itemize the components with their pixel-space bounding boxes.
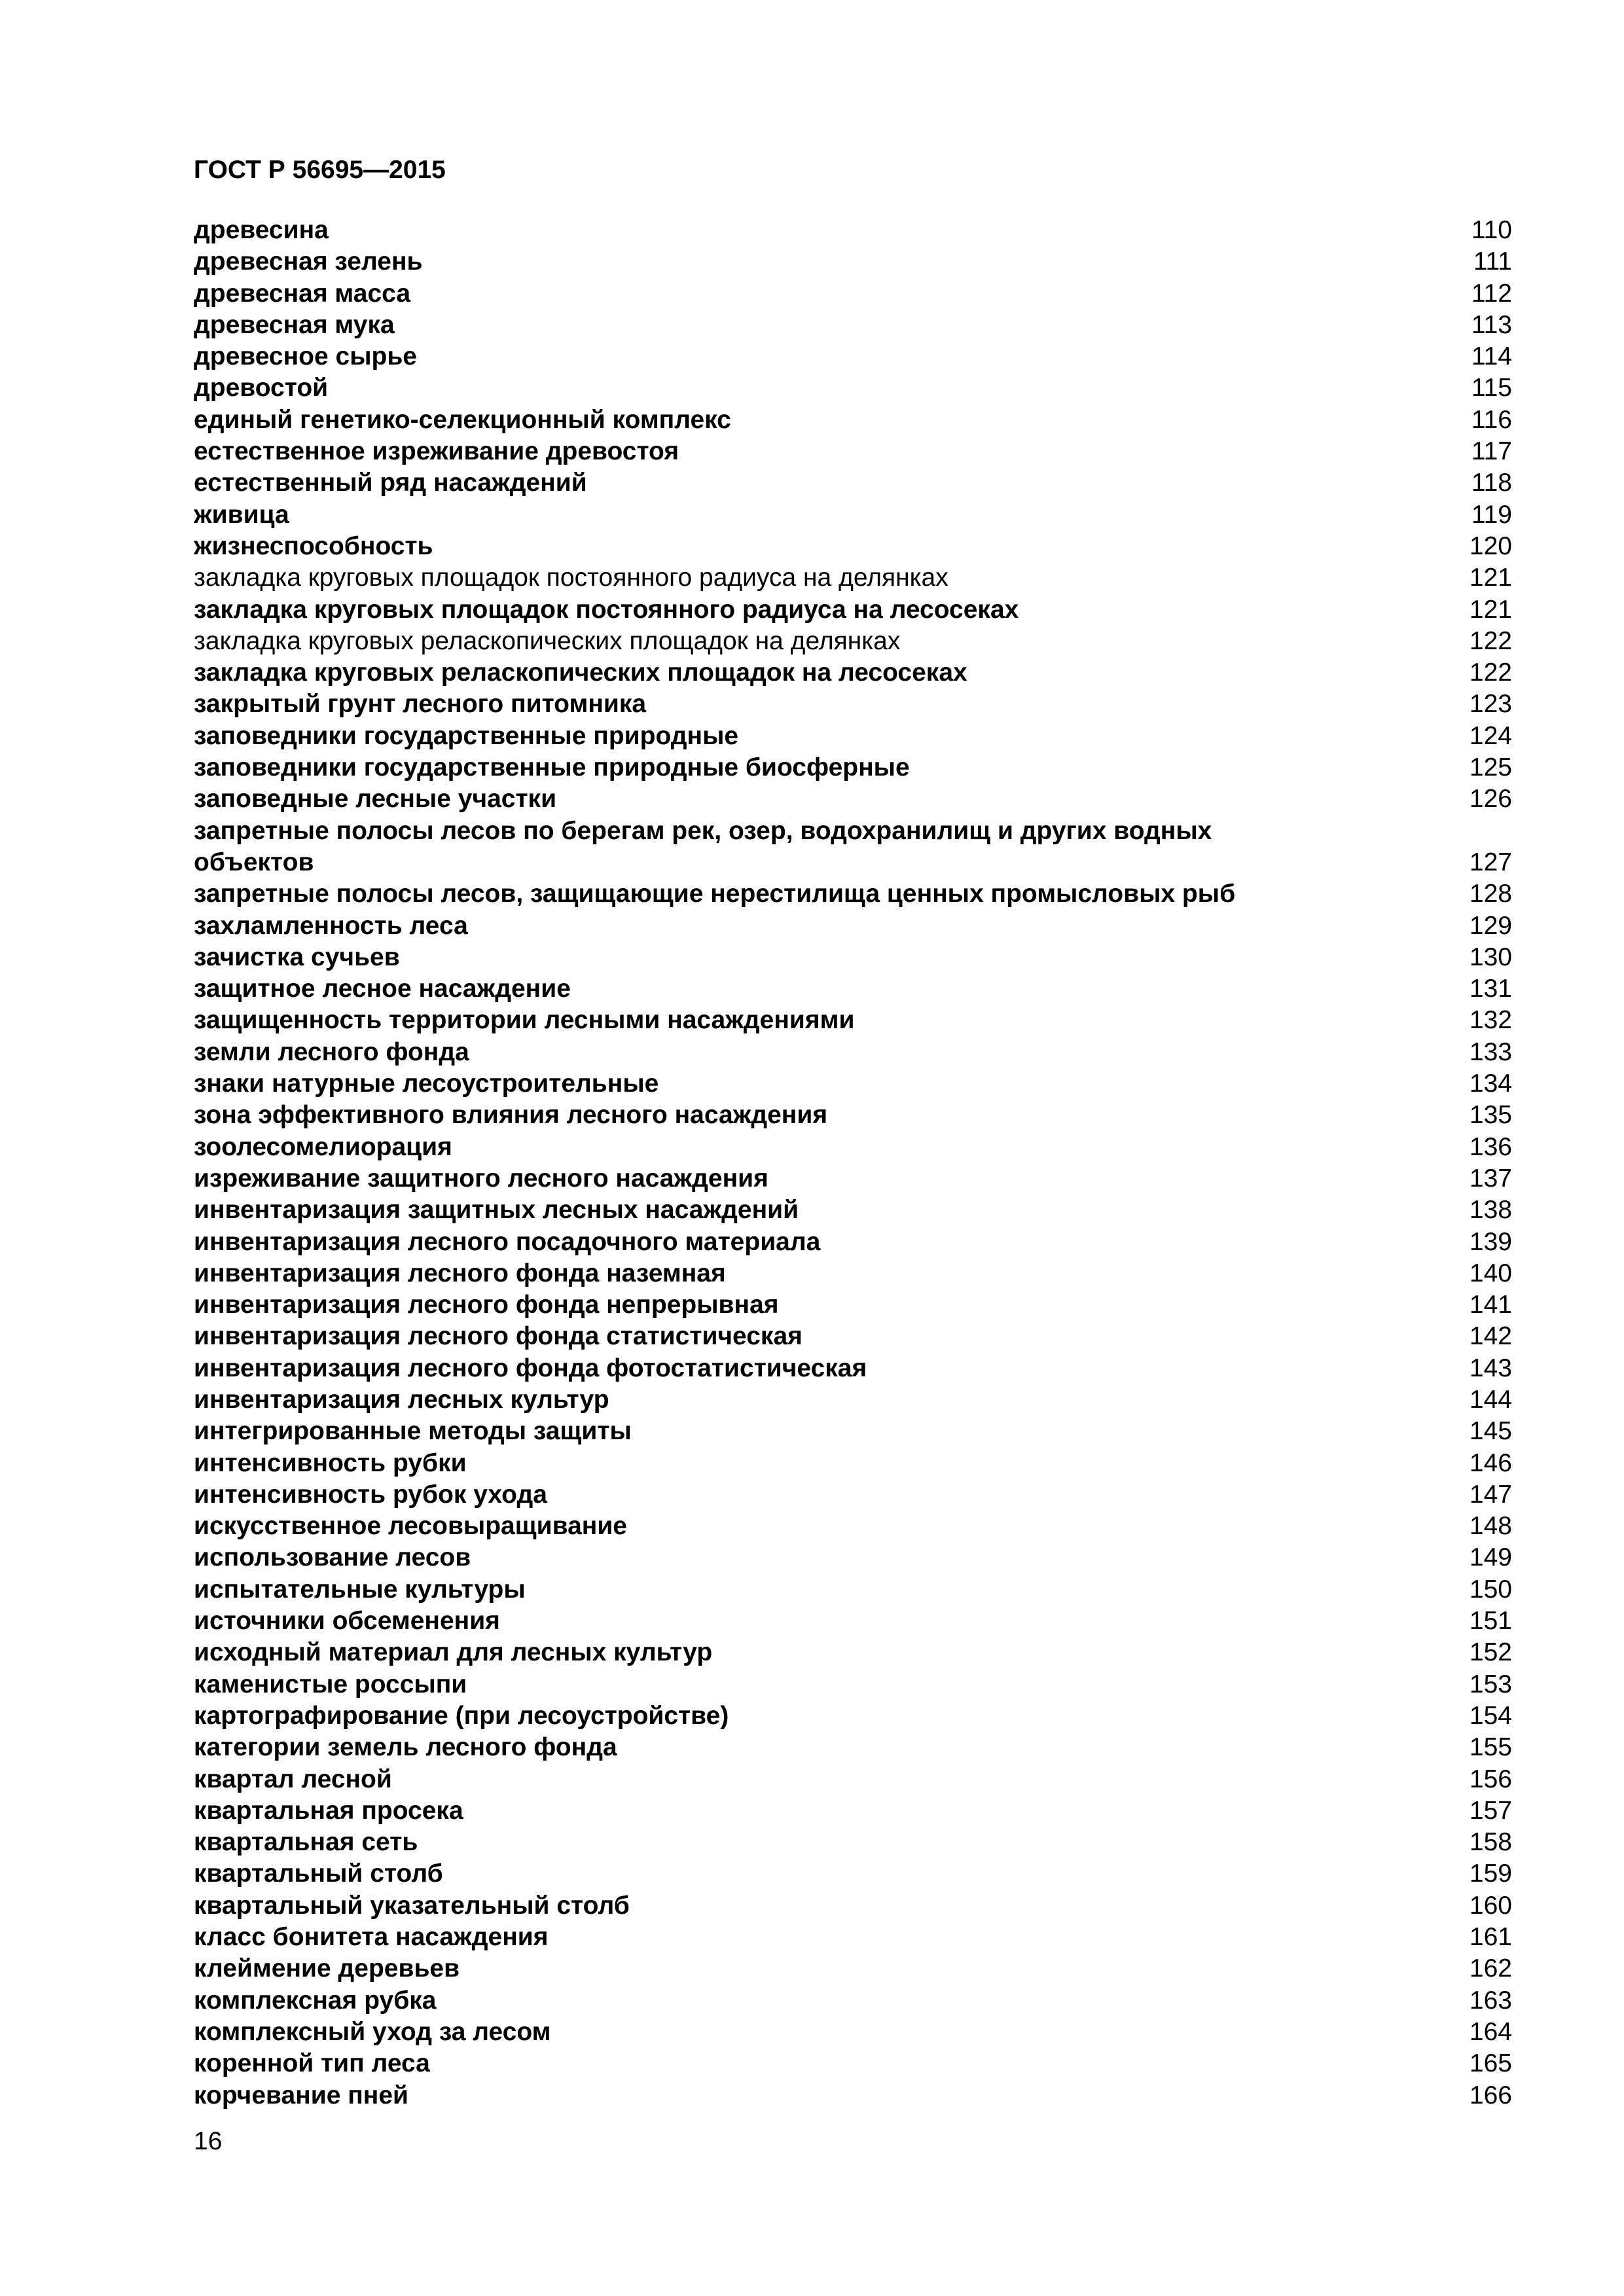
index-entry: [194, 594, 1512, 626]
index-entry: [194, 436, 1512, 467]
index-entry: [194, 1669, 1512, 1700]
index-term: исходный материал для лесных культур: [194, 1638, 713, 1667]
index-term: закладка круговых площадок постоянного радиуса на лесосеках: [194, 595, 1019, 624]
index-term-number: 141: [1469, 1291, 1512, 1319]
index-term-number: 116: [1471, 405, 1512, 434]
index-term: заповедники государственные природные: [194, 721, 739, 750]
index-term: защищенность территории лесными насаждениями: [194, 1006, 855, 1035]
index-entry: [194, 246, 1512, 278]
index-entry: [194, 1227, 1512, 1258]
index-entry: [194, 1100, 1512, 1131]
index-term: искусственное лесовыращивание: [194, 1512, 627, 1541]
index-term: зона эффективного влияния лесного насаждения: [194, 1101, 828, 1130]
index-term: испытательные культуры: [194, 1575, 526, 1604]
index-term: защитное лесное насаждение: [194, 975, 571, 1003]
index-term-number: 130: [1469, 942, 1512, 971]
index-term-number: 153: [1469, 1670, 1512, 1698]
index-term: категории земель лесного фонда: [194, 1733, 617, 1762]
index-entry: [194, 1605, 1512, 1637]
index-term-number: 142: [1469, 1322, 1512, 1351]
index-term-number: 119: [1471, 500, 1512, 529]
index-term-number: 120: [1469, 531, 1512, 560]
index-entry: [194, 531, 1512, 562]
index-term: интенсивность рубок ухода: [194, 1480, 547, 1509]
index-term: класс бонитета насаждения: [194, 1923, 549, 1952]
index-entry: [194, 626, 1512, 657]
index-term-number: 121: [1469, 595, 1512, 624]
index-term: инвентаризация лесного фонда статистическая: [194, 1322, 803, 1351]
index-term-number: 112: [1471, 279, 1512, 308]
index-term: естественный ряд насаждений: [194, 469, 587, 497]
index-term-number: 125: [1469, 753, 1512, 782]
index-entry: [194, 1163, 1512, 1194]
index-term: закладка круговых площадок постоянного радиуса на делянках: [194, 564, 948, 592]
index-term: запретные полосы лесов по берегам рек, озер, водохранилищ и других водных объектов: [194, 816, 1212, 876]
index-entry: [194, 1574, 1512, 1605]
index-term: квартальный столб: [194, 1859, 443, 1888]
index-term-number: 165: [1469, 2049, 1512, 2078]
index-entry: [194, 1542, 1512, 1573]
index-entry: [194, 1827, 1512, 1858]
index-term: заповедники государственные природные биосферные: [194, 753, 910, 782]
index-term: древостой: [194, 374, 329, 403]
index-term-number: 118: [1471, 469, 1512, 497]
index-entry: [194, 1416, 1512, 1447]
index-entry: [194, 1321, 1512, 1352]
index-term: инвентаризация лесных культур: [194, 1385, 609, 1414]
index-term-number: 122: [1469, 658, 1512, 687]
index-entry: [194, 1132, 1512, 1163]
index-entry: [194, 721, 1512, 752]
index-term-number: 148: [1469, 1512, 1512, 1541]
index-term-number: 163: [1469, 1986, 1512, 2015]
index-term: зоолесомелиорация: [194, 1132, 452, 1161]
index-term-number: 160: [1469, 1891, 1512, 1920]
index-entry: [194, 657, 1512, 689]
index-term: жизнеспособность: [194, 531, 433, 560]
index-term: источники обсеменения: [194, 1607, 500, 1636]
index-term: комплексный уход за лесом: [194, 2017, 551, 2046]
index-term-number: 135: [1469, 1101, 1512, 1130]
index-term: знаки натурные лесоустроительные: [194, 1069, 659, 1098]
index-entry: [194, 404, 1512, 436]
index-entry: [194, 215, 1512, 246]
index-term-number: 156: [1469, 1765, 1512, 1793]
index-term: закрытый грунт лесного питомника: [194, 690, 647, 719]
index-entry: [194, 1732, 1512, 1763]
index-term-number: 123: [1469, 690, 1512, 719]
index-term: использование лесов: [194, 1543, 471, 1572]
index-term: корчевание пней: [194, 2081, 408, 2109]
index-term-number: 114: [1471, 342, 1512, 371]
index-term: инвентаризация лесного фонда непрерывная: [194, 1291, 779, 1319]
index-term-number: 151: [1469, 1607, 1512, 1636]
index-term: инвентаризация защитных лесных насаждений: [194, 1196, 799, 1225]
index-term: древесная масса: [194, 279, 411, 308]
index-term-number: 150: [1469, 1575, 1512, 1604]
index-entry: [194, 878, 1512, 910]
index-entry: [194, 1384, 1512, 1416]
index-term-number: 159: [1469, 1859, 1512, 1888]
index-term-number: 121: [1469, 564, 1512, 592]
index-term-number: 145: [1469, 1417, 1512, 1446]
index-entry: [194, 278, 1512, 310]
index-term-number: 113: [1471, 310, 1512, 339]
index-term: квартальный указательный столб: [194, 1891, 630, 1920]
index-term-number: 140: [1469, 1259, 1512, 1287]
index-term: единый генетико-селекционный комплекс: [194, 405, 731, 434]
index-entry: [194, 2048, 1512, 2079]
index-entry: [194, 1448, 1512, 1479]
index-term: каменистые россыпи: [194, 1670, 467, 1698]
index-term-number: 157: [1469, 1796, 1512, 1825]
index-term: интенсивность рубки: [194, 1448, 467, 1477]
index-term-number: 117: [1471, 437, 1512, 466]
index-entry: [194, 1890, 1512, 1922]
index-entry: [194, 973, 1512, 1005]
index-entry: [194, 2080, 1512, 2111]
index-term-number: 162: [1469, 1954, 1512, 1983]
index-entry: [194, 1953, 1512, 1984]
index-term: картографирование (при лесоустройстве): [194, 1701, 729, 1730]
index-entry: [194, 310, 1512, 341]
index-term: изреживание защитного лесного насаждения: [194, 1164, 768, 1193]
index-entry: [194, 467, 1512, 499]
index-entry: [194, 1258, 1512, 1289]
index-term-number: 146: [1469, 1448, 1512, 1477]
index-term-number: 155: [1469, 1733, 1512, 1762]
index-term: закладка круговых реласкопических площадок на делянках: [194, 626, 901, 655]
index-term-number: 134: [1469, 1069, 1512, 1098]
index-term-number: 111: [1473, 247, 1512, 276]
index-entry: [194, 1795, 1512, 1827]
index-entry: [194, 783, 1512, 815]
index-term: захламленность леса: [194, 911, 468, 940]
index-term: древесная мука: [194, 310, 395, 339]
index-term-number: 139: [1469, 1227, 1512, 1256]
index-entry: [194, 499, 1512, 531]
index-term-number: 129: [1469, 911, 1512, 940]
index-term-number: 131: [1469, 975, 1512, 1003]
index-entry: [194, 341, 1512, 372]
index-term: квартал лесной: [194, 1765, 392, 1793]
index-entry: [194, 1068, 1512, 1100]
index-term: закладка круговых реласкопических площадок на лесосеках: [194, 658, 967, 687]
index-term-number: 133: [1469, 1037, 1512, 1066]
index-term-number: 122: [1469, 626, 1512, 655]
index-term-number: 127: [1469, 848, 1512, 876]
index-entry: [194, 1637, 1512, 1668]
index-term-number: 126: [1469, 785, 1512, 814]
index-term-number: 110: [1471, 216, 1512, 244]
index-term-number: 154: [1469, 1701, 1512, 1730]
index-term-number: 161: [1469, 1923, 1512, 1952]
index-term-number: 149: [1469, 1543, 1512, 1572]
index-term-number: 136: [1469, 1132, 1512, 1161]
index-entry: [194, 1764, 1512, 1795]
index-term-number: 137: [1469, 1164, 1512, 1193]
index-entry: [194, 1511, 1512, 1542]
index-entry: [194, 1922, 1512, 1953]
index-term: древесное сырье: [194, 342, 417, 371]
document-header: ГОСТ Р 56695—2015: [194, 156, 446, 184]
index-entry: [194, 1289, 1512, 1321]
index-entry: [194, 1353, 1512, 1384]
index-entry: [194, 1037, 1512, 1068]
index-entry: [194, 1985, 1512, 2017]
index-term: живица: [194, 500, 289, 529]
index-term: инвентаризация лесного посадочного материала: [194, 1227, 821, 1256]
index-term-number: 124: [1469, 721, 1512, 750]
index-term: древесина: [194, 216, 329, 244]
page-number: 16: [194, 2127, 223, 2155]
index-term-number: 138: [1469, 1196, 1512, 1225]
index-term-number: 164: [1469, 2017, 1512, 2046]
index-entry: [194, 1005, 1512, 1036]
index-entry: [194, 942, 1512, 973]
index-term-number: 144: [1469, 1385, 1512, 1414]
index-entry: [194, 816, 1512, 879]
index-term: квартальная просека: [194, 1796, 463, 1825]
index-term: инвентаризация лесного фонда фотостатистическая: [194, 1354, 867, 1382]
index-term: коренной тип леса: [194, 2049, 430, 2078]
index-entry: [194, 1194, 1512, 1226]
index-entry: [194, 1858, 1512, 1890]
index-term: древесная зелень: [194, 247, 423, 276]
index-term: запретные полосы лесов, защищающие нерестилища ценных промысловых рыб: [194, 880, 1236, 908]
index-entry: [194, 372, 1512, 404]
index-term-number: 158: [1469, 1828, 1512, 1857]
index-entry: [194, 1479, 1512, 1511]
index-term: комплексная рубка: [194, 1986, 437, 2015]
index-term: инвентаризация лесного фонда наземная: [194, 1259, 726, 1287]
index-term-number: 128: [1469, 880, 1512, 908]
index-entry: [194, 910, 1512, 942]
index-term-number: 166: [1469, 2081, 1512, 2109]
index-entry: [194, 562, 1512, 594]
index-term: заповедные лесные участки: [194, 785, 557, 814]
index-term: земли лесного фонда: [194, 1037, 469, 1066]
index-term: зачистка сучьев: [194, 942, 400, 971]
index-term-number: 143: [1469, 1354, 1512, 1382]
index-term: интегрированные методы защиты: [194, 1417, 632, 1446]
index-term: клеймение деревьев: [194, 1954, 460, 1983]
index-entry: [194, 2017, 1512, 2048]
index-term: естественное изреживание древостоя: [194, 437, 679, 466]
term-index-list: [194, 215, 1512, 2111]
index-entry: [194, 689, 1512, 720]
index-term: квартальная сеть: [194, 1828, 418, 1857]
index-term-number: 132: [1469, 1006, 1512, 1035]
index-term-number: 115: [1471, 374, 1512, 403]
index-term-number: 147: [1469, 1480, 1512, 1509]
index-term-number: 152: [1469, 1638, 1512, 1667]
index-entry: [194, 752, 1512, 783]
index-entry: [194, 1700, 1512, 1732]
